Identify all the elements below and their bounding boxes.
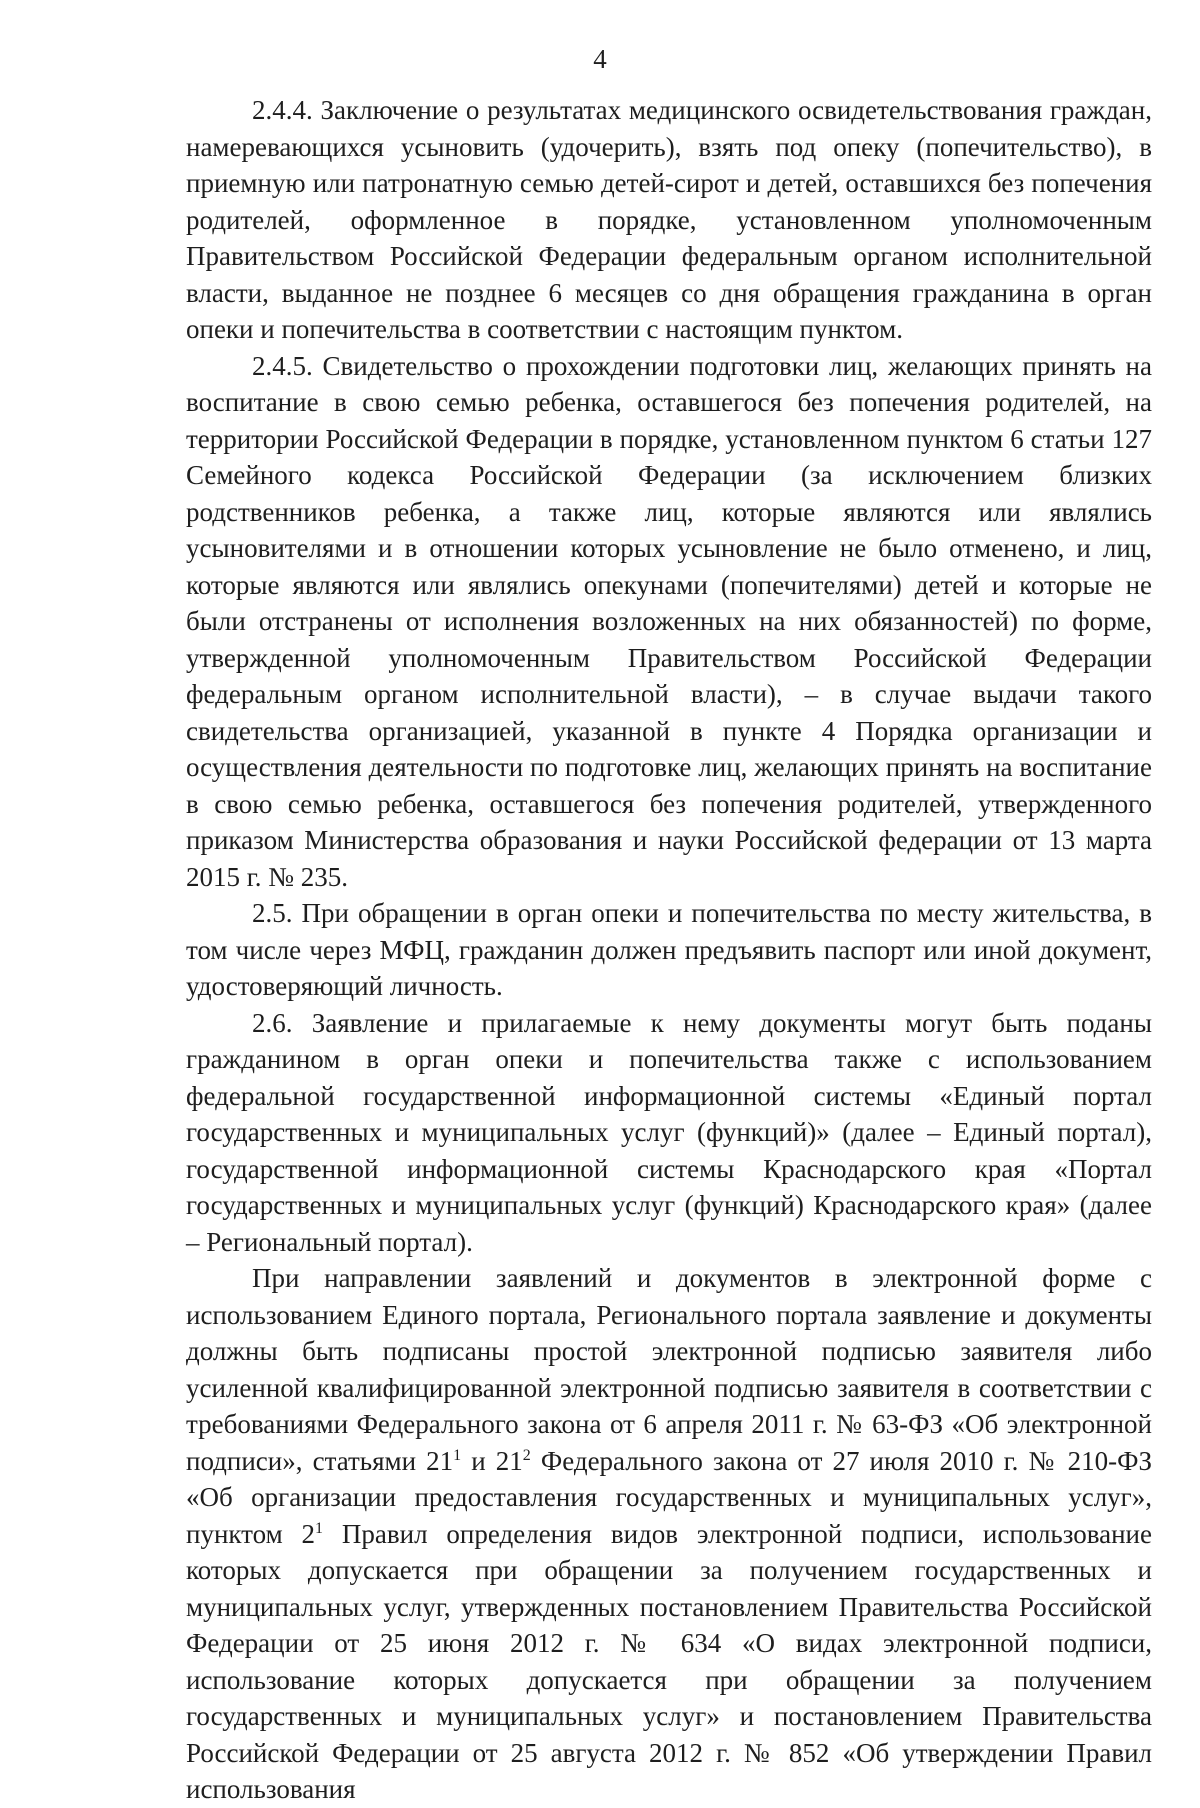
superscript: 2 bbox=[522, 1446, 531, 1464]
paragraph-2-6 bbox=[186, 1005, 1152, 1261]
paragraph-text: Федерального закона от 27 июля 2010 г. № 210-ФЗ «Об организации предоставления государственных и муниципальных услуг», пунктом 2 bbox=[186, 1445, 1152, 1549]
paragraph-text: и 21 bbox=[461, 1445, 523, 1476]
paragraph-text: 2.5. При обращении в орган опеки и попечительства по месту жительства, в том числе через МФЦ, гражданин должен предъявить паспорт или иной документ, удостоверяющий личность. bbox=[186, 898, 1152, 1001]
paragraph-text: 2.4.5. Свидетельство о прохождении подготовки лиц, желающих принять на воспитание в свою семью ребенка, оставшегося без попечения родителей, на территории Российской Федерации в порядке, установленном пунктом 6 статьи 127 Семейного кодекса Российской Федерации (за исключением близких родственников ребенка, а также лиц, которые являются или являлись усыновителями и в отношении которых усыновление не было отменено, и лиц, которые являются или являлись опекунами (попечителями) детей и которые не были отстранены от исполнения возложенных на них обязанностей) по форме, утвержденной уполномоченным Правительством Российской Федерации федеральным органом исполнительной власти), – в случае выдачи такого свидетельства организацией, указанной в пункте 4 Порядка организации и осуществления деятельности по подготовке лиц, желающих принять на воспитание в свою семью ребенка, оставшегося без попечения родителей, утвержденного приказом Министерства образования и науки Российской федерации от 13 марта 2015 г. № 235. bbox=[186, 350, 1152, 892]
page-number: 4 bbox=[593, 44, 607, 74]
paragraph-2-4-4 bbox=[186, 92, 1152, 348]
paragraph-text: 2.4.4. Заключение о результатах медицинского освидетельствования граждан, намеревающихся усыновить (удочерить), взять под опеку (попечительство), в приемную или патронатную семью детей-сирот и детей, оставшихся без попечения родителей, оформленное в порядке, установленном уполномоченным Правительством Российской Федерации федеральным органом исполнительной власти, выданное не позднее 6 месяцев со дня обращения гражданина в орган опеки и попечительства в соответствии с настоящим пунктом. bbox=[186, 95, 1152, 344]
paragraph-text: Правил определения видов электронной подписи, использование которых допускается при обращении за получением государственных и муниципальных услуг, утвержденных постановлением Правительства Российской Федерации от 25 июня 2012 г. № 634 «О видах электронной подписи, использование которых допускается при обращении за получением государственных и муниципальных услуг» и постановлением Правительства Российской Федерации от 25 августа 2012 г. № 852 «Об утверждении Правил использования bbox=[186, 1518, 1152, 1804]
document-body bbox=[186, 92, 1152, 1808]
paragraph-electronic-submission bbox=[186, 1260, 1152, 1808]
paragraph-text: При направлении заявлений и документов в электронной форме с использованием Единого портала, Регионального портала заявление и документы должны быть подписаны простой электронной подписью заявителя либо усиленной квалифицированной электронной подписью заявителя в соответствии с требованиями Федерального закона от 6 апреля 2011 г. № 63-ФЗ «Об электронной подписи», статьями 21 bbox=[186, 1263, 1152, 1476]
superscript: 1 bbox=[453, 1446, 462, 1464]
paragraph-2-5 bbox=[186, 895, 1152, 1005]
paragraph-2-4-5 bbox=[186, 348, 1152, 896]
paragraph-text: 2.6. Заявление и прилагаемые к нему документы могут быть поданы гражданином в орган опеки и попечительства также с использованием федеральной государственной информационной системы «Единый портал государственных и муниципальных услуг (функций)» (далее – Единый портал), государственной информационной системы Краснодарского края «Портал государственных и муниципальных услуг (функций) Краснодарского края» (далее – Региональный портал). bbox=[186, 1007, 1152, 1257]
superscript: 1 bbox=[315, 1519, 324, 1537]
